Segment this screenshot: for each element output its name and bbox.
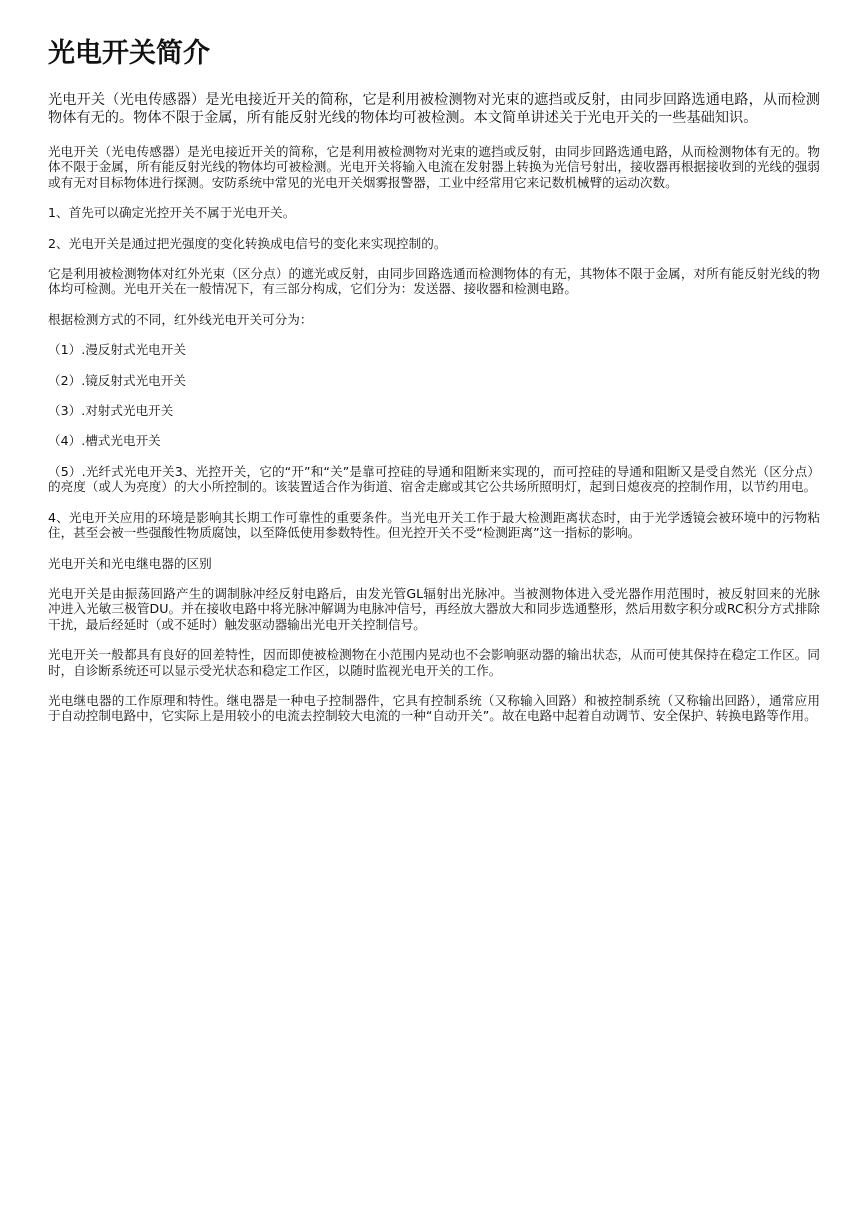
paragraph-classification-intro: 根据检测方式的不同，红外线光电开关可分为： <box>48 311 313 327</box>
paragraph-point-1: 1、首先可以确定光控开关不属于光电开关。 <box>48 205 296 221</box>
list-item-slot: （4）.槽式光电开关 <box>48 433 161 449</box>
paragraph-hysteresis: 光电开关一般都具有良好的回差特性，因而即使被检测物在小范围内晃动也不会影响驱动器的输出状态，从而可使其保持在稳定工作区。同时，自诊断系统还可以显示受光状态和稳定工作区，以随时监视光电开关的工作。 <box>48 647 820 678</box>
paragraph-point-4: 4、光电开关应用的环境是影响其长期工作可靠性的重要条件。当光电开关工作于最大检测距离状态时，由于光学透镜会被环境中的污物粘住，甚至会被一些强酸性物质腐蚀，以至降低使用参数特性。但光控开关不受“检测距离”这一指标的影响。 <box>48 509 820 541</box>
list-item-fiber: （5）.光纤式光电开关3、光控开关，它的“开”和“关”是靠可控硅的导通和阻断来实现的，而可控硅的导通和阻断又是受自然光（区分点）的亮度（或人为亮度）的大小所控制的。该装置适合作为街道、宿舍走廊或其它公共场所照明灯，起到日熄夜亮的控制作用，以节约用电。 <box>48 463 820 495</box>
list-item-mirror: （2）.镜反射式光电开关 <box>48 372 186 388</box>
list-item-diffuse: （1）.漫反射式光电开关 <box>48 342 186 358</box>
paragraph-relay: 光电继电器的工作原理和特性。继电器是一种电子控制器件，它具有控制系统（又称输入回路）和被控制系统（又称输出回路），通常应用于自动控制电路中，它实际上是用较小的电流去控制较大电流的一种“自动开关”。故在电路中起着自动调节、安全保护、转换电路等作用。 <box>48 692 820 724</box>
intro-paragraph: 光电开关（光电传感器）是光电接近开关的简称，它是利用被检测物对光束的遮挡或反射，由同步回路选通电路，从而检测物体有无的。物体不限于金属，所有能反射光线的物体均可被检测。本文简单讲述关于光电开关的一些基础知识。 <box>48 92 820 126</box>
page-title: 光电开关简介 <box>48 38 210 69</box>
paragraph-point-2: 2、光电开关是通过把光强度的变化转换成电信号的变化来实现控制的。 <box>48 235 447 251</box>
list-item-through-beam: （3）.对射式光电开关 <box>48 403 174 419</box>
paragraph-working-principle: 光电开关是由振荡回路产生的调制脉冲经反射电路后，由发光管GL辐射出光脉冲。当被测物体进入受光器作用范围时，被反射回来的光脉冲进入光敏三极管DU。并在接收电路中将光脉冲解调为电脉冲信号，再经放大器放大和同步选通整形，然后用数字积分或RC积分方式排除干扰，最后经延时（或不延时）触发驱动器输出光电开关控制信号。 <box>48 585 820 632</box>
section-heading-difference: 光电开关和光电继电器的区别 <box>48 555 212 571</box>
paragraph-definition: 光电开关（光电传感器）是光电接近开关的简称，它是利用被检测物对光束的遮挡或反射，由同步回路选通电路，从而检测物体有无的。物体不限于金属，所有能反射光线的物体均可被检测。光电开关将输入电流在发射器上转换为光信号射出，接收器再根据接收到的光线的强弱或有无对目标物体进行探测。安防系统中常见的光电开关烟雾报警器，工业中经常用它来记数机械臂的运动次数。 <box>48 144 820 190</box>
paragraph-principle: 它是利用被检测物体对红外光束（区分点）的遮光或反射，由同步回路选通而检测物体的有无，其物体不限于金属，对所有能反射光线的物体均可检测。光电开关在一般情况下，有三部分构成，它们分为：发送器、接收器和检测电路。 <box>48 266 820 297</box>
